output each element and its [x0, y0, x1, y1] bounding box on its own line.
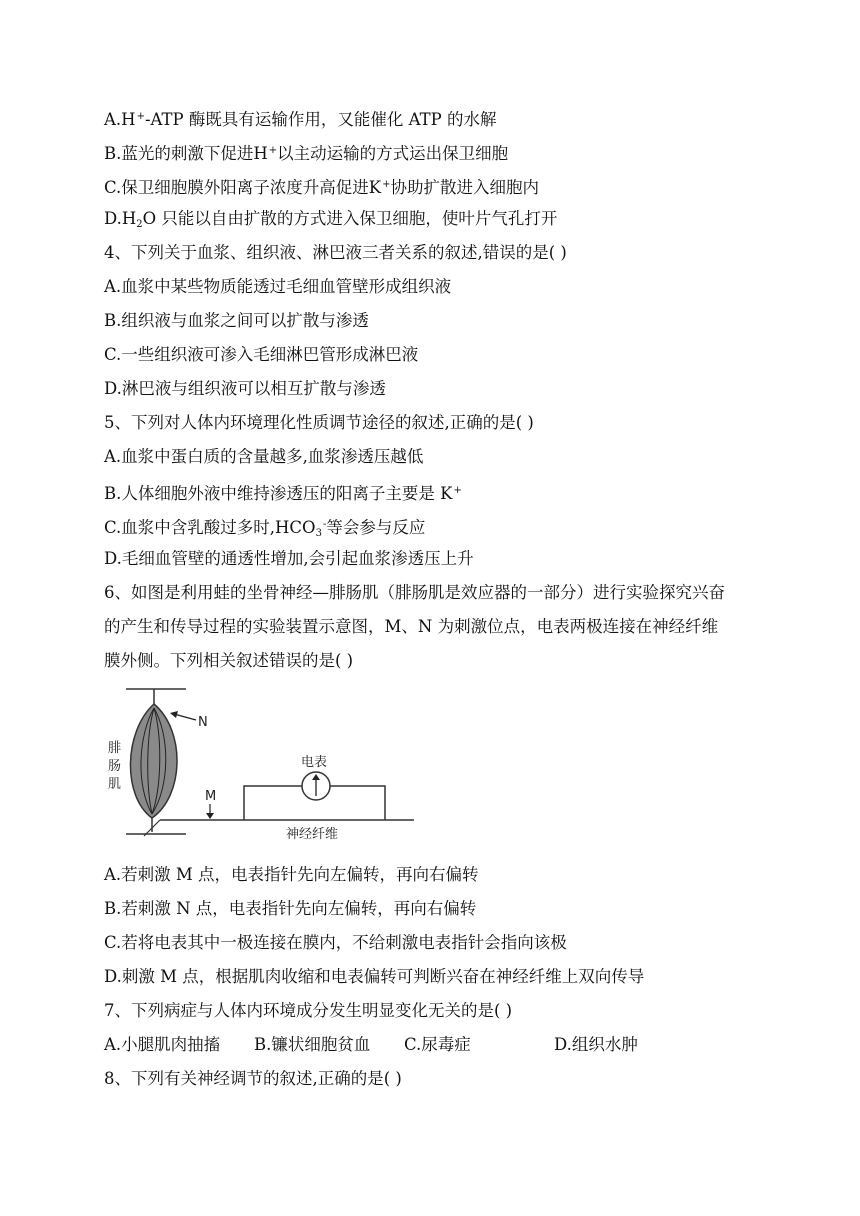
q6-option-c: C.若将电表其中一极连接在膜内，不给刺激电表指针会指向该极: [104, 933, 567, 952]
q8-stem: 8、下列有关神经调节的叙述,正确的是( ): [104, 1069, 402, 1088]
q5-option-b: B.人体细胞外液中维持渗透压的阳离子主要是 K+: [104, 484, 462, 503]
nerve-muscle-figure: [104, 686, 424, 846]
q4-option-d: D.淋巴液与组织液可以相互扩散与渗透: [104, 379, 386, 398]
q5-option-a: A.血浆中蛋白质的含量越多,血浆渗透压越低: [104, 447, 424, 466]
n-arrow: [174, 714, 196, 720]
q4-option-a: A.血浆中某些物质能透过毛细血管壁形成组织液: [104, 277, 452, 296]
muscle-label-char-2: 肠: [108, 759, 122, 774]
q3-option-d: $D.H_2O$ 只能以自由扩散的方式进入保卫细胞，使叶片气孔打开: [104, 209, 558, 230]
q6-stem-line-2: 的产生和传导过程的实验装置示意图，M、N 为刺激位点，电表两极连接在神经纤维: [104, 617, 719, 636]
q6-option-b: B.若刺激 N 点，电表指针先向左偏转，再向右偏转: [104, 899, 477, 918]
nerve-muscle-diagram: [104, 686, 424, 846]
q5-option-c: C.血浆中含乳酸过多时$,HCO_3^-$等会参与反应: [104, 518, 426, 539]
q5-option-d: D.毛细血管壁的通透性增加,会引起血浆渗透压上升: [104, 549, 474, 568]
q7-option-b: B.镰状细胞贫血: [254, 1035, 371, 1054]
q6-stem-line-1: 6、如图是利用蛙的坐骨神经—腓肠肌（腓肠肌是效应器的一部分）进行实验探究兴奋: [104, 583, 725, 602]
m-label: M: [205, 789, 217, 804]
q3-option-c: C.保卫细胞膜外阳离子浓度升高促进K+协助扩散进入细胞内: [104, 178, 540, 197]
q7-option-c: C.尿毒症: [404, 1035, 471, 1054]
electrode-wire-left: [244, 786, 302, 820]
m-arrowhead: [206, 813, 214, 819]
q5-stem: 5、下列对人体内环境理化性质调节途径的叙述,正确的是( ): [104, 413, 534, 432]
q7-options: [104, 1034, 638, 1056]
q3-option-b: B.蓝光的刺激下促进H+以主动运输的方式运出保卫细胞: [104, 144, 509, 163]
muscle-label-char-1: 腓: [108, 741, 122, 756]
gastrocnemius-muscle: [130, 704, 177, 818]
q6-option-d: D.刺激 M 点，根据肌肉收缩和电表偏转可判断兴奋在神经纤维上双向传导: [104, 967, 645, 986]
q7-stem: 7、下列病症与人体内环境成分发生明显变化无关的是( ): [104, 1001, 513, 1020]
electrode-wire-right: [330, 786, 385, 820]
q4-option-b: B.组织液与血浆之间可以扩散与渗透: [104, 311, 369, 330]
q4-stem: 4、下列关于血浆、组织液、淋巴液三者关系的叙述,错误的是( ): [104, 243, 567, 262]
q6-stem-line-3: 膜外侧。下列相关叙述错误的是( ): [104, 651, 354, 670]
n-arrowhead: [170, 711, 178, 718]
nerve-fiber-label: 神经纤维: [286, 827, 339, 842]
q3-option-a: A.H+-ATP 酶既具有运输作用，又能催化 ATP 的水解: [104, 110, 497, 129]
q7-option-a: A.小腿肌肉抽搐: [104, 1035, 221, 1054]
meter-label: 电表: [301, 755, 328, 770]
n-label: N: [198, 715, 208, 730]
muscle-label-char-3: 肌: [108, 777, 122, 792]
q6-option-a: A.若刺激 M 点，电表指针先向左偏转，再向右偏转: [104, 865, 479, 884]
q4-option-c: C.一些组织液可渗入毛细淋巴管形成淋巴液: [104, 345, 419, 364]
q7-option-d: D.组织水肿: [554, 1035, 638, 1054]
